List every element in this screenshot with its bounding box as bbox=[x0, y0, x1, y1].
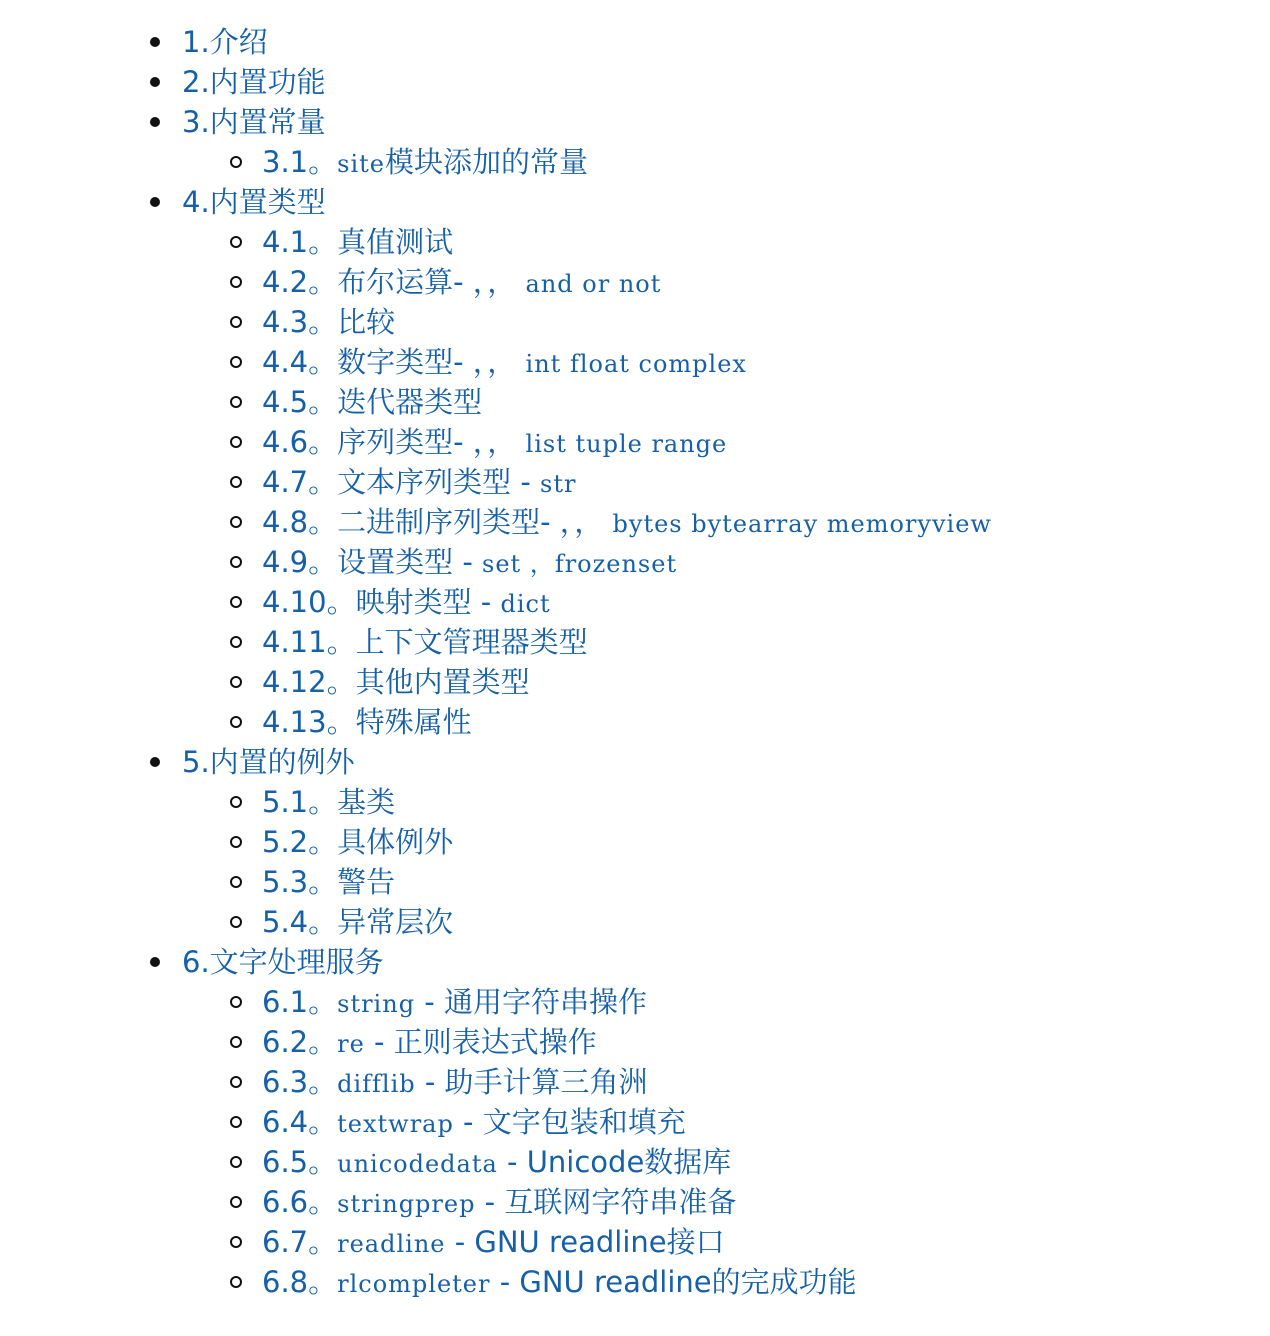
hollow-bullet-icon bbox=[230, 476, 242, 488]
toc-code-term: string bbox=[337, 990, 416, 1018]
toc-number: 4.13。 bbox=[262, 705, 356, 739]
toc-subsection-link[interactable] bbox=[0, 1142, 1270, 1182]
toc-code-term: dict bbox=[500, 590, 551, 618]
hollow-bullet-icon bbox=[230, 1276, 242, 1288]
toc-separator: ，， bbox=[463, 345, 526, 379]
toc-code-term: list tuple range bbox=[525, 430, 728, 458]
toc-title: - GNU readline接口 bbox=[445, 1225, 725, 1259]
toc-number: 4.7。 bbox=[262, 465, 338, 499]
toc-number: 6.3。 bbox=[262, 1065, 338, 1099]
toc-section-link[interactable] bbox=[0, 742, 1270, 782]
toc-title: 内置类型 bbox=[209, 185, 326, 219]
toc-subsection-link[interactable] bbox=[0, 502, 1270, 542]
filled-bullet-icon bbox=[150, 757, 160, 767]
toc-subsection-link[interactable] bbox=[0, 342, 1270, 382]
toc-number: 6.4。 bbox=[262, 1105, 338, 1139]
toc-subsection-link[interactable] bbox=[0, 1182, 1270, 1222]
toc-title: - 互联网字符串准备 bbox=[475, 1185, 737, 1219]
toc-subsection-link[interactable] bbox=[0, 1222, 1270, 1262]
toc-number: 4.6。 bbox=[262, 425, 338, 459]
toc-number: 5. bbox=[182, 745, 210, 779]
toc-code-term: textwrap bbox=[337, 1110, 454, 1138]
toc-code-term: set ，frozenset bbox=[482, 550, 678, 578]
toc-code-term: difflib bbox=[337, 1070, 416, 1098]
toc-title: 内置的例外 bbox=[209, 745, 355, 779]
toc-number: 5.3。 bbox=[262, 865, 338, 899]
hollow-bullet-icon bbox=[230, 396, 242, 408]
toc-section-link[interactable] bbox=[0, 62, 1270, 102]
toc-title: 比较 bbox=[337, 305, 396, 339]
toc-number: 6.1。 bbox=[262, 985, 338, 1019]
toc-number: 5.4。 bbox=[262, 905, 338, 939]
toc-subsection-link[interactable] bbox=[0, 662, 1270, 702]
toc-code-term: str bbox=[540, 470, 577, 498]
toc-title: 布尔运算- bbox=[337, 265, 464, 299]
hollow-bullet-icon bbox=[230, 436, 242, 448]
toc-subsection-link[interactable] bbox=[0, 1062, 1270, 1102]
toc-title: 具体例外 bbox=[337, 825, 454, 859]
hollow-bullet-icon bbox=[230, 636, 242, 648]
toc-subsection-link[interactable] bbox=[0, 862, 1270, 902]
toc-subsection-link[interactable] bbox=[0, 542, 1270, 582]
toc-number: 3. bbox=[182, 105, 210, 139]
toc-subsection-link[interactable] bbox=[0, 422, 1270, 462]
toc-code-term: int float complex bbox=[525, 350, 747, 378]
toc-title: - 文字包装和填充 bbox=[453, 1105, 686, 1139]
table-of-contents bbox=[0, 22, 1270, 1302]
toc-number: 4.12。 bbox=[262, 665, 356, 699]
toc-code-term: unicodedata bbox=[337, 1150, 498, 1178]
toc-number: 2. bbox=[182, 65, 210, 99]
toc-section-link[interactable] bbox=[0, 22, 1270, 62]
hollow-bullet-icon bbox=[230, 1076, 242, 1088]
toc-title: 内置常量 bbox=[209, 105, 326, 139]
toc-section-link[interactable] bbox=[0, 102, 1270, 142]
toc-subsection-link[interactable] bbox=[0, 1022, 1270, 1062]
hollow-bullet-icon bbox=[230, 596, 242, 608]
filled-bullet-icon bbox=[150, 37, 160, 47]
toc-number: 4.4。 bbox=[262, 345, 338, 379]
toc-number: 4. bbox=[182, 185, 210, 219]
toc-title: 上下文管理器类型 bbox=[355, 625, 588, 659]
toc-subsection-link[interactable] bbox=[0, 902, 1270, 942]
filled-bullet-icon bbox=[150, 77, 160, 87]
toc-title: 序列类型- bbox=[337, 425, 464, 459]
hollow-bullet-icon bbox=[230, 996, 242, 1008]
toc-number: 6.2。 bbox=[262, 1025, 338, 1059]
toc-title: 异常层次 bbox=[337, 905, 454, 939]
toc-title: - 正则表达式操作 bbox=[364, 1025, 597, 1059]
hollow-bullet-icon bbox=[230, 916, 242, 928]
hollow-bullet-icon bbox=[230, 1196, 242, 1208]
toc-subsection-link[interactable] bbox=[0, 982, 1270, 1022]
toc-subsection-link[interactable] bbox=[0, 302, 1270, 342]
hollow-bullet-icon bbox=[230, 1236, 242, 1248]
toc-code-term: readline bbox=[337, 1230, 446, 1258]
hollow-bullet-icon bbox=[230, 836, 242, 848]
toc-subsection-link[interactable] bbox=[0, 702, 1270, 742]
toc-title: 其他内置类型 bbox=[355, 665, 530, 699]
toc-number: 1. bbox=[182, 25, 210, 59]
toc-subsection-link[interactable] bbox=[0, 262, 1270, 302]
toc-number: 3.1。 bbox=[262, 145, 338, 179]
hollow-bullet-icon bbox=[230, 276, 242, 288]
toc-number: 4.10。 bbox=[262, 585, 356, 619]
toc-number: 4.3。 bbox=[262, 305, 338, 339]
toc-subsection-link[interactable] bbox=[0, 1262, 1270, 1302]
filled-bullet-icon bbox=[150, 197, 160, 207]
toc-code-term: site bbox=[337, 150, 385, 178]
toc-subsection-link[interactable] bbox=[0, 222, 1270, 262]
toc-title: 数字类型- bbox=[337, 345, 464, 379]
toc-subsection-link[interactable] bbox=[0, 142, 1270, 182]
toc-number: 4.2。 bbox=[262, 265, 338, 299]
hollow-bullet-icon bbox=[230, 1036, 242, 1048]
toc-number: 5.2。 bbox=[262, 825, 338, 859]
hollow-bullet-icon bbox=[230, 516, 242, 528]
toc-number: 4.5。 bbox=[262, 385, 338, 419]
toc-title: - 通用字符串操作 bbox=[415, 985, 647, 1019]
toc-number: 4.11。 bbox=[262, 625, 356, 659]
toc-number: 6.8。 bbox=[262, 1265, 338, 1299]
toc-title: 文字处理服务 bbox=[209, 945, 384, 979]
hollow-bullet-icon bbox=[230, 316, 242, 328]
toc-section-link[interactable] bbox=[0, 182, 1270, 222]
toc-separator: ，， bbox=[550, 505, 613, 539]
toc-code-term: re bbox=[337, 1030, 365, 1058]
toc-number: 6.6。 bbox=[262, 1185, 338, 1219]
toc-subsection-link[interactable] bbox=[0, 622, 1270, 662]
toc-title: 二进制序列类型- bbox=[337, 505, 551, 539]
toc-code-term: bytes bytearray memoryview bbox=[612, 510, 992, 538]
toc-separator: ，， bbox=[463, 265, 526, 299]
toc-title: 映射类型 - bbox=[355, 585, 492, 619]
toc-title: 设置类型 - bbox=[337, 545, 473, 579]
toc-number: 5.1。 bbox=[262, 785, 338, 819]
toc-subsection-link[interactable] bbox=[0, 782, 1270, 822]
hollow-bullet-icon bbox=[230, 156, 242, 168]
hollow-bullet-icon bbox=[230, 356, 242, 368]
toc-number: 4.8。 bbox=[262, 505, 338, 539]
toc-title: 模块添加的常量 bbox=[384, 145, 588, 179]
toc-title: - 助手计算三角洲 bbox=[415, 1065, 648, 1099]
toc-code-term: and or not bbox=[525, 270, 662, 298]
toc-title: 基类 bbox=[337, 785, 396, 819]
toc-title: 特殊属性 bbox=[355, 705, 472, 739]
toc-title: - Unicode数据库 bbox=[497, 1145, 732, 1179]
toc-number: 6. bbox=[182, 945, 210, 979]
hollow-bullet-icon bbox=[230, 716, 242, 728]
toc-number: 4.1。 bbox=[262, 225, 338, 259]
toc-subsection-link[interactable] bbox=[0, 462, 1270, 502]
toc-number: 6.5。 bbox=[262, 1145, 338, 1179]
hollow-bullet-icon bbox=[230, 796, 242, 808]
toc-title: 迭代器类型 bbox=[337, 385, 483, 419]
hollow-bullet-icon bbox=[230, 1116, 242, 1128]
toc-title: 警告 bbox=[337, 865, 396, 899]
toc-subsection-link[interactable] bbox=[0, 582, 1270, 622]
filled-bullet-icon bbox=[150, 117, 160, 127]
filled-bullet-icon bbox=[150, 957, 160, 967]
toc-number: 4.9。 bbox=[262, 545, 338, 579]
toc-subsection-link[interactable] bbox=[0, 822, 1270, 862]
toc-subsection-link[interactable] bbox=[0, 1102, 1270, 1142]
toc-separator: ，， bbox=[463, 425, 526, 459]
toc-title: 文本序列类型 - bbox=[337, 465, 531, 499]
toc-title: 真值测试 bbox=[337, 225, 454, 259]
hollow-bullet-icon bbox=[230, 676, 242, 688]
hollow-bullet-icon bbox=[230, 1156, 242, 1168]
hollow-bullet-icon bbox=[230, 876, 242, 888]
toc-number: 6.7。 bbox=[262, 1225, 338, 1259]
toc-code-term: stringprep bbox=[337, 1190, 476, 1218]
hollow-bullet-icon bbox=[230, 556, 242, 568]
toc-section-link[interactable] bbox=[0, 942, 1270, 982]
hollow-bullet-icon bbox=[230, 236, 242, 248]
toc-code-term: rlcompleter bbox=[337, 1270, 491, 1298]
toc-subsection-link[interactable] bbox=[0, 382, 1270, 422]
toc-title: 内置功能 bbox=[209, 65, 326, 99]
toc-title: - GNU readline的完成功能 bbox=[490, 1265, 857, 1299]
toc-title: 介绍 bbox=[209, 25, 268, 59]
